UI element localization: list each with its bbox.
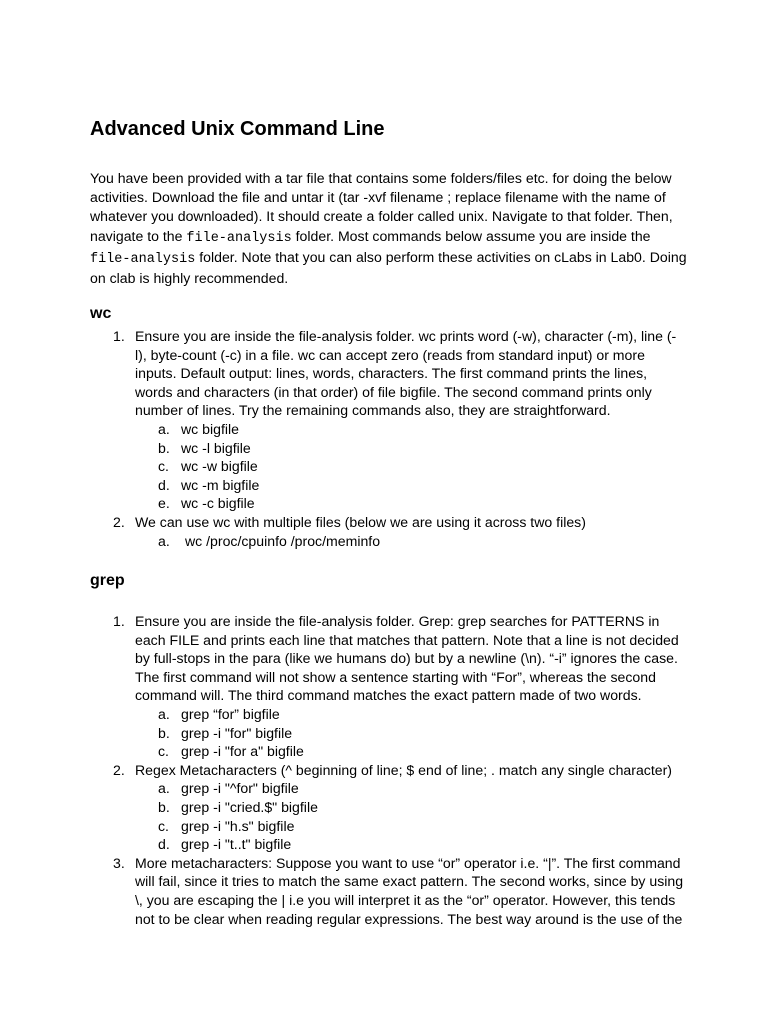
sub-list-item bbox=[0, 532, 768, 551]
intro-text-1: You have been provided with a tar file that contains some folders/files etc. for doing the below activities. Download the file and untar it (tar -xvf filename ; replace filename with the name of whatever you downloaded). It should create a folder called unix. Navigate to that folder. Then, navigate to the bbox=[90, 170, 673, 244]
command-text: wc -c bigfile bbox=[181, 495, 255, 512]
intro-text-3: folder. Note that you can also perform these activities on cLabs in Lab0. Doing on clab is highly recommended. bbox=[90, 248, 687, 287]
list-number: 1. bbox=[113, 613, 125, 629]
sub-list-letter: b. bbox=[158, 724, 170, 741]
list-item-text: Regex Metacharacters (^ beginning of line; $ end of line; . match any single character) bbox=[135, 761, 672, 778]
sub-list-letter: a. bbox=[158, 780, 170, 797]
sub-list-letter: e. bbox=[158, 495, 170, 512]
sub-list-item bbox=[0, 817, 768, 836]
command-text: wc -l bigfile bbox=[181, 439, 251, 456]
sub-list-item bbox=[0, 705, 768, 724]
wc-list bbox=[0, 327, 768, 550]
list-item-text: Ensure you are inside the file-analysis folder. wc prints word (-w), character (-m), line (-l), byte-count (-c) in a file. wc can accept zero (reads from standard input) or more inputs. Default output: lines, words, characters. The first command prints the lines, words and characters (in that order) of file bigfile. The second command prints only number of lines. Try the remaining commands also, they are straightforward. bbox=[135, 328, 677, 419]
sub-list-item bbox=[0, 724, 768, 743]
list-item bbox=[0, 854, 768, 928]
list-number: 2. bbox=[113, 761, 125, 778]
sub-list-item bbox=[0, 457, 768, 476]
command-text: grep “for” bigfile bbox=[181, 705, 280, 722]
sub-list-item bbox=[0, 439, 768, 458]
sub-list-letter: a. bbox=[158, 705, 170, 722]
grep-list bbox=[0, 612, 768, 928]
command-text: grep -i "for" bigfile bbox=[181, 724, 293, 741]
sub-list-letter: a. bbox=[158, 420, 170, 437]
sub-list-item bbox=[0, 420, 768, 439]
command-text: wc -w bigfile bbox=[181, 458, 258, 475]
command-text: wc /proc/cpuinfo /proc/meminfo bbox=[185, 532, 381, 549]
intro-paragraph bbox=[90, 169, 690, 288]
command-text: wc -m bigfile bbox=[181, 476, 260, 493]
list-number: 2. bbox=[113, 513, 125, 530]
intro-code-2: file-analysis bbox=[90, 251, 196, 267]
list-item bbox=[0, 513, 768, 532]
command-text: grep -i "for a" bigfile bbox=[181, 743, 304, 760]
section-heading-wc: wc bbox=[90, 305, 112, 322]
sub-list-letter: b. bbox=[158, 798, 170, 815]
command-text: grep -i "cried.$" bigfile bbox=[181, 798, 318, 815]
sub-list-letter: c. bbox=[158, 743, 169, 760]
sub-list-letter: c. bbox=[158, 817, 169, 834]
sub-list-item bbox=[0, 779, 768, 798]
sub-list-letter: c. bbox=[158, 458, 169, 475]
intro-code-1: file-analysis bbox=[186, 230, 292, 246]
sub-list-letter: d. bbox=[158, 836, 170, 853]
command-text: grep -i "^for" bigfile bbox=[181, 780, 299, 797]
section-heading-grep: grep bbox=[90, 572, 125, 589]
list-number: 3. bbox=[113, 854, 125, 871]
command-text: wc bigfile bbox=[181, 420, 239, 437]
sub-list-letter: d. bbox=[158, 476, 170, 493]
list-item-text: Ensure you are inside the file-analysis folder. Grep: grep searches for PATTERNS in each FILE and prints each line that matches that pattern. Note that a line is not decided by full-stops in the para (like we humans do) but by a newline (\n). “-i” ignores the case. The first command will not show a sentence starting with “For”, whereas the second command will. The third command matches the exact pattern made of two words. bbox=[135, 613, 679, 704]
list-item bbox=[0, 761, 768, 780]
sub-list-item bbox=[0, 835, 768, 854]
list-item-text: More metacharacters: Suppose you want to use “or” operator i.e. “|”. The first command will fail, since it tries to match the same exact pattern. The second works, since by using \, you are escaping the | i.e you will interpret it as the “or” operator. However, this tends not to be clear when reading regular expressions. The best way around is the use of the bbox=[135, 854, 684, 927]
sub-list-item bbox=[0, 798, 768, 817]
sub-list-letter: b. bbox=[158, 439, 170, 456]
sub-list-item bbox=[0, 494, 768, 513]
sub-list-item bbox=[0, 476, 768, 495]
list-item-text: We can use wc with multiple files (below we are using it across two files) bbox=[135, 513, 586, 530]
sub-list-letter: a. bbox=[158, 532, 170, 549]
page-title: Advanced Unix Command Line bbox=[90, 118, 385, 140]
command-text: grep -i "h.s" bigfile bbox=[181, 817, 295, 834]
list-item bbox=[0, 327, 768, 420]
list-item bbox=[0, 612, 768, 705]
intro-text-2: folder. Most commands below assume you are inside the bbox=[291, 227, 651, 244]
list-number: 1. bbox=[113, 328, 125, 344]
sub-list-item bbox=[0, 742, 768, 761]
command-text: grep -i "t..t" bigfile bbox=[181, 836, 292, 853]
